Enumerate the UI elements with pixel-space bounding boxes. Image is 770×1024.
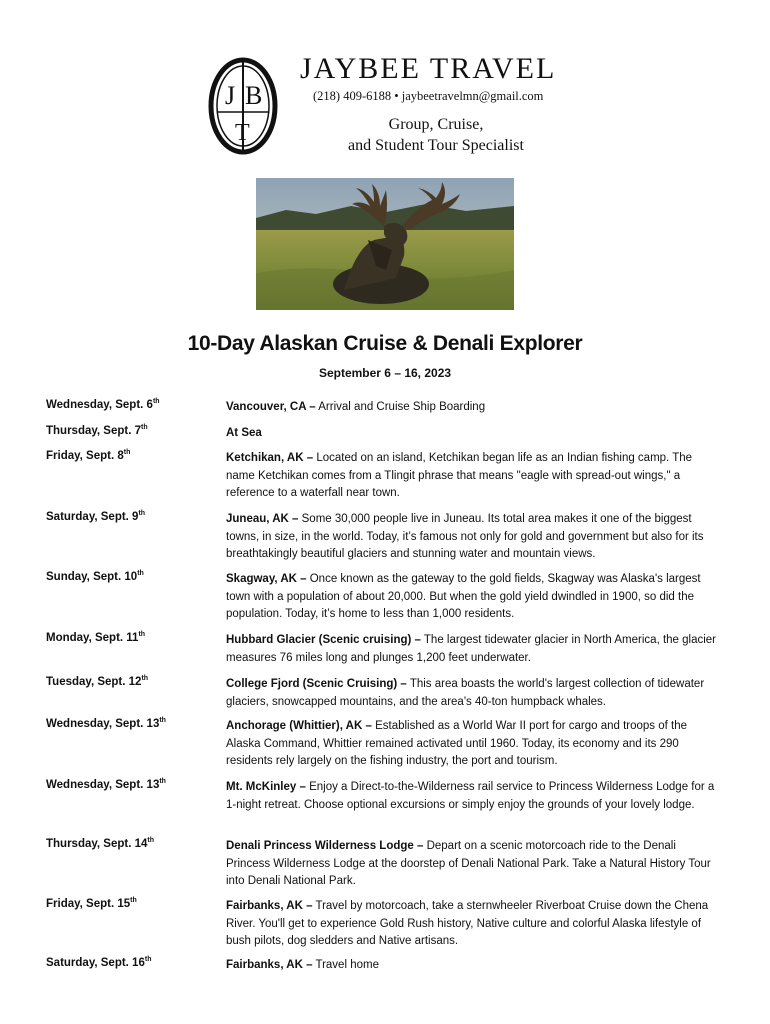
itinerary-text: Established as a World War II port for cargo and troops of the Alaska Command, Whittier remained activated until 1960. Today, its economy and its 290 residents rely largely on the fishing industry, the port and tourism.: [226, 720, 688, 767]
itinerary-place: Ketchikan, AK –: [226, 452, 314, 464]
itinerary-place: Vancouver, CA –: [226, 401, 316, 413]
itinerary-place: Mt. McKinley –: [226, 781, 306, 793]
itinerary-day-ordinal: th: [159, 778, 166, 786]
itinerary-day-ordinal: th: [130, 897, 137, 905]
itinerary-description: [226, 957, 718, 975]
itinerary-text: The largest tidewater glacier in North America, the glacier measures 76 miles long and plunges 1,200 feet underwater.: [226, 634, 717, 664]
trip-dates: September 6 – 16, 2023: [318, 366, 452, 380]
itinerary-day-label: Thursday, Sept. 7: [46, 425, 142, 437]
itinerary-day-ordinal: th: [152, 398, 160, 406]
itinerary-day: [46, 718, 226, 730]
itinerary-description: [226, 511, 718, 564]
itinerary-day: [46, 838, 226, 850]
itinerary-day: [46, 898, 226, 910]
itinerary-text: Travel by motorcoach, take a sternwheeler Riverboat Cruise down the Chena River. You'll get to experience Gold Rush history, Native culture and colorful Alaska lifestyle of bush pilots, dog sledders and Native artisans.: [226, 900, 709, 947]
itinerary-description: [226, 450, 718, 503]
itinerary-description: [226, 898, 718, 951]
itinerary-day-ordinal: th: [141, 424, 148, 432]
tagline-line-1: Group, Cruise,: [388, 116, 484, 133]
itinerary-place: Skagway, AK –: [226, 573, 307, 585]
itinerary-place: Fairbanks, AK –: [226, 959, 313, 971]
itinerary-place: Fairbanks, AK –: [226, 900, 313, 912]
itinerary-day: [46, 511, 226, 523]
itinerary-description: [226, 779, 718, 814]
itinerary-day-ordinal: th: [141, 675, 149, 683]
itinerary-text: Some 30,000 people live in Juneau. Its total area makes it one of the biggest towns, in size, in the world. Today, it’s famous not only for gold and government but also for its breathtakingly beautiful glaciers and stunning water and mountain views.: [226, 513, 704, 560]
itinerary-description: [226, 676, 718, 711]
itinerary-description: [226, 718, 718, 771]
itinerary-place: Denali Princess Wilderness Lodge –: [226, 840, 424, 852]
itinerary-description: [226, 399, 718, 417]
itinerary-day-label: Monday, Sept. 11: [46, 632, 139, 644]
itinerary-day-label: Friday, Sept. 15: [46, 898, 131, 910]
itinerary-day: [46, 779, 226, 791]
itinerary-day: [46, 676, 226, 688]
logo-letter-b: B: [245, 81, 263, 110]
itinerary-day-ordinal: th: [159, 717, 166, 725]
itinerary-day: [46, 957, 226, 969]
itinerary-day: [46, 571, 226, 583]
logo-letter-j: J: [225, 81, 236, 110]
itinerary-text: Depart on a scenic motorcoach ride to the Denali Princess Wilderness Lodge at the doorstep of Denali National Park. Take a Natural History Tour into Denali National Park.: [226, 840, 711, 887]
itinerary-description: [226, 838, 718, 891]
itinerary-day-label: Thursday, Sept. 14: [46, 838, 148, 850]
logo-letter-t: T: [235, 120, 250, 146]
page-title: 10-Day Alaskan Cruise & Denali Explorer: [187, 332, 583, 355]
itinerary-day-label: Sunday, Sept. 10: [46, 571, 138, 583]
itinerary-text: This area boasts the world's largest collection of tidewater glaciers, snowcapped mountains, and the area's 40-ton humpback whales.: [226, 678, 705, 708]
itinerary-place: College Fjord (Scenic Cruising) –: [226, 678, 407, 690]
itinerary-place: Juneau, AK –: [226, 513, 299, 525]
itinerary-day-ordinal: th: [138, 510, 146, 518]
itinerary-day: [46, 450, 226, 462]
contact-info: (218) 409-6188 • jaybeetravelmn@gmail.com: [313, 89, 544, 103]
itinerary-description: [226, 571, 718, 624]
itinerary-day: [46, 425, 226, 437]
itinerary-text: Once known as the gateway to the gold fields, Skagway was Alaska's largest town with a population of about 20,000. But when the gold yield dwindled in 1900, so did the population. Today, it’s home to less than 1,000 residents.: [226, 573, 701, 620]
itinerary-day: [46, 632, 226, 644]
itinerary-place: At Sea: [226, 427, 262, 439]
itinerary-day: [46, 399, 226, 411]
itinerary-day-ordinal: th: [144, 956, 152, 964]
itinerary-text: Enjoy a Direct-to-the-Wilderness rail service to Princess Wilderness Lodge for a 1-night retreat. Choose optional excursions or simply enjoy the grounds of your lovely lodge.: [226, 781, 715, 811]
itinerary-day-ordinal: th: [147, 837, 155, 845]
itinerary-day-label: Tuesday, Sept. 12: [46, 676, 142, 688]
itinerary-place: Hubbard Glacier (Scenic cruising) –: [226, 634, 421, 646]
itinerary-text: Arrival and Cruise Ship Boarding: [315, 401, 486, 413]
itinerary-description: [226, 632, 718, 667]
itinerary-day-ordinal: th: [138, 631, 146, 639]
company-name: JAYBEE TRAVEL: [300, 52, 557, 85]
itinerary-day-label: Wednesday, Sept. 13: [46, 718, 160, 730]
itinerary-day-label: Saturday, Sept. 9: [46, 511, 139, 523]
itinerary-description: [226, 425, 718, 443]
itinerary-day-label: Wednesday, Sept. 6: [46, 399, 153, 411]
itinerary-text: Located on an island, Ketchikan began life as an Indian fishing camp. The name Ketchikan comes from a Tlingit phrase that means "eagle with spread-out wings," a reference to a waterfall near town.: [226, 452, 693, 499]
itinerary-place: Anchorage (Whittier), AK –: [226, 720, 372, 732]
itinerary-day-label: Saturday, Sept. 16: [46, 957, 145, 969]
itinerary-day-ordinal: th: [137, 570, 144, 578]
itinerary-day-label: Friday, Sept. 8: [46, 450, 124, 462]
itinerary-day-label: Wednesday, Sept. 13: [46, 779, 160, 791]
itinerary-text: Travel home: [312, 959, 379, 971]
tagline-line-2: and Student Tour Specialist: [348, 137, 524, 154]
itinerary-day-ordinal: th: [123, 449, 131, 457]
